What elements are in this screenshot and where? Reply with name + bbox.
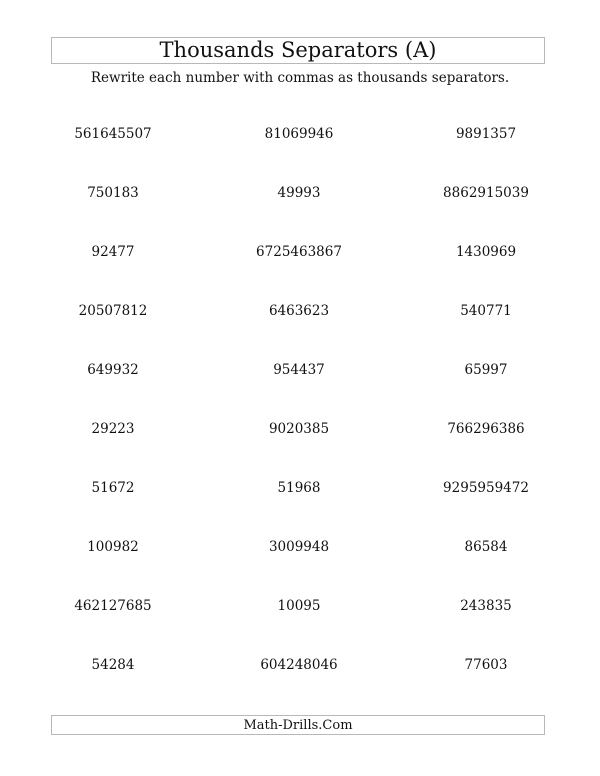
- problem-row: [0, 421, 600, 480]
- problem-number: 604248046: [260, 657, 338, 673]
- problem-row: [0, 303, 600, 362]
- problem-row: [0, 244, 600, 303]
- problem-number: 540771: [460, 303, 512, 319]
- worksheet-title: Thousands Separators (A): [159, 38, 437, 62]
- problem-number: 8862915039: [443, 185, 529, 201]
- problem-number: 954437: [273, 362, 325, 378]
- problem-number: 51672: [91, 480, 135, 496]
- problem-number: 9295959472: [443, 480, 529, 496]
- problem-number: 51968: [277, 480, 321, 496]
- problem-number: 20507812: [78, 303, 148, 319]
- problem-number: 462127685: [74, 598, 152, 614]
- problem-number: 86584: [464, 539, 508, 555]
- footer-site-name: Math-Drills.Com: [243, 717, 353, 733]
- problem-number: 65997: [464, 362, 508, 378]
- problem-number: 1430969: [455, 244, 517, 260]
- problem-number: 6725463867: [256, 244, 342, 260]
- problem-row: [0, 598, 600, 657]
- problem-row: [0, 126, 600, 185]
- problem-number: 10095: [277, 598, 321, 614]
- problem-number: 49993: [277, 185, 321, 201]
- problem-number: 9891357: [455, 126, 517, 142]
- problem-row: [0, 185, 600, 244]
- footer-box: [51, 715, 545, 735]
- problem-row: [0, 539, 600, 598]
- problem-number: 77603: [464, 657, 508, 673]
- problem-number: 243835: [460, 598, 512, 614]
- problem-row: [0, 362, 600, 421]
- problem-number: 3009948: [268, 539, 330, 555]
- problem-number: 649932: [87, 362, 139, 378]
- problem-number: 29223: [91, 421, 135, 437]
- worksheet-title-box: [51, 37, 545, 64]
- problem-number: 766296386: [447, 421, 525, 437]
- problem-row: [0, 480, 600, 539]
- problem-number: 100982: [87, 539, 139, 555]
- problem-number: 750183: [87, 185, 139, 201]
- problem-row: [0, 657, 600, 716]
- problem-number: 561645507: [74, 126, 152, 142]
- problem-number: 54284: [91, 657, 135, 673]
- problem-number: 9020385: [268, 421, 330, 437]
- instructions-text: Rewrite each number with commas as thousands separators.: [90, 70, 510, 86]
- problem-number: 6463623: [268, 303, 330, 319]
- problem-number: 81069946: [264, 126, 334, 142]
- problem-number: 92477: [91, 244, 135, 260]
- problem-grid: [0, 126, 600, 716]
